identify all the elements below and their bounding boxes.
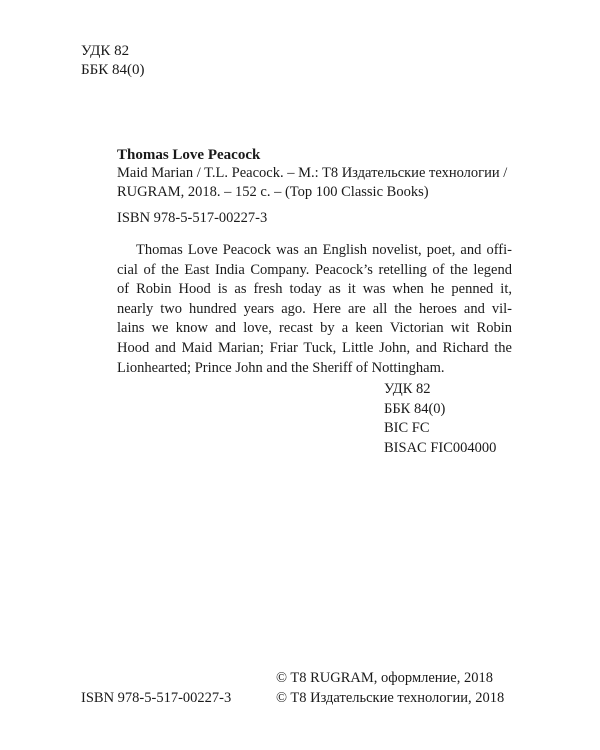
classification-codes-top xyxy=(81,42,144,80)
bibliographic-record xyxy=(117,164,507,202)
copyright-design: © T8 RUGRAM, оформление, 2018 xyxy=(276,670,493,686)
annotation-line: Lionhearted; Prince John and the Sheriff of Nottingham. xyxy=(117,359,445,376)
bibliographic-line: Maid Marian / T.L. Peacock. – M.: T8 Издательские технологии / xyxy=(117,165,508,181)
annotation-line: lains we know and love, recast by a keen Victorian wit Robin xyxy=(117,320,512,337)
udk-code: УДК 82 xyxy=(384,381,431,397)
copyright-publisher: © T8 Издательские технологии, 2018 xyxy=(276,689,505,706)
bbk-code: ББК 84(0) xyxy=(81,62,145,78)
annotation-line: Hood and Maid Marian; Friar Tuck, Little John, and Richard the xyxy=(117,339,512,356)
author-name: Thomas Love Peacock xyxy=(117,147,261,163)
classification-codes-right xyxy=(384,380,496,458)
annotation xyxy=(117,241,512,378)
annotation-line: cial of the East India Company. Peacock’s retelling of the legend xyxy=(117,261,512,278)
bisac-code: BISAC FIC004000 xyxy=(384,439,497,456)
copyright-block xyxy=(276,669,504,708)
isbn-bottom: ISBN 978-5-517-00227-3 xyxy=(81,690,232,706)
annotation-line: of Robin Hood is as fresh today as it was when he penned it, xyxy=(117,281,512,298)
annotation-line: Thomas Love Peacock was an English novelist, poet, and offi- xyxy=(136,242,512,258)
bbk-code: ББК 84(0) xyxy=(384,400,446,417)
isbn-main: ISBN 978-5-517-00227-3 xyxy=(117,210,268,226)
udk-code: УДК 82 xyxy=(81,43,130,59)
annotation-line: nearly two hundred years ago. Here are all the heroes and vil- xyxy=(117,300,512,317)
bic-code: BIC FC xyxy=(384,420,430,436)
bibliographic-line: RUGRAM, 2018. – 152 с. – (Top 100 Classic Books) xyxy=(117,184,429,200)
